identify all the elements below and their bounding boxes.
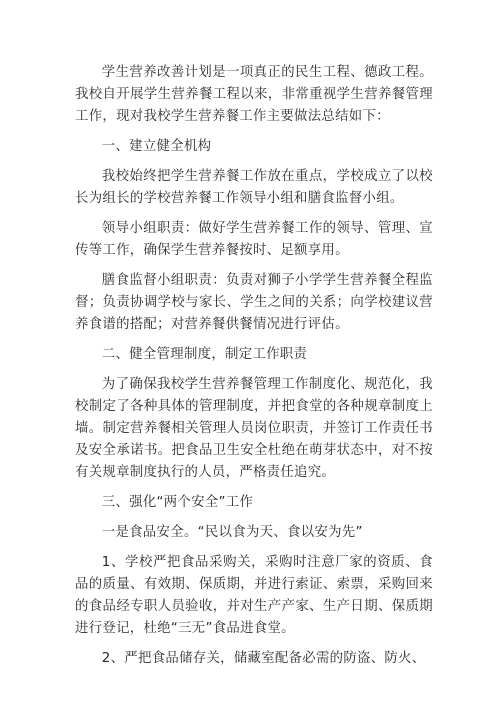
paragraph-supervision-duties: 膳食监督小组职责：负责对狮子小学学生营养餐全程监督；负责协调学校与家长、学生之间的关系；向学校建议营养食谱的搭配；对营养餐供餐情况进行评估。 — [75, 273, 433, 332]
paragraph-organization: 我校始终把学生营养餐工作放在重点，学校成立了以校长为组长的学校营养餐工作领导小组和膳食监督小组。 — [75, 169, 433, 206]
section-heading-1: 一、建立健全机构 — [101, 139, 212, 154]
section-heading-3: 三、强化“两个安全”工作 — [101, 495, 254, 510]
paragraph-management-system: 为了确保我校学生营养餐管理工作制度化、规范化，我校制定了各种具体的管理制度，并把食堂的各种规章制度上墙。制定营养餐相关管理人员岗位职责，并签订工作责任书及安全承诺书。把食品卫生安全杜绝在萌芽状态中，对不按有关规章制度执行的人员，严格责任追究。 — [75, 377, 433, 480]
paragraph-procurement: 1、学校严把食品采购关，采购时注意厂家的资质、食品的质量、有效期、保质期，并进行索证、索票，采购回来的食品经专职人员验收，并对生产产家、生产日期、保质期进行登记，杜绝“三无”食品进食堂。 — [75, 555, 433, 636]
intro-paragraph: 学生营养改善计划是一项真正的民生工程、德政工程。我校自开展学生营养餐工程以来，非常重视学生营养餐管理工作，现对我校学生营养餐工作主要做法总结如下： — [75, 65, 433, 124]
paragraph-storage: 2、严把食品储存关，储藏室配备必需的防盗、防火、 — [101, 651, 426, 666]
section-heading-2: 二、健全管理制度，制定工作职责 — [101, 347, 308, 362]
document-body — [75, 62, 433, 678]
paragraph-food-safety: 一是食品安全。“民以食为天、食以安为先” — [101, 525, 363, 540]
paragraph-leadership-duties: 领导小组职责：做好学生营养餐工作的领导、管理、宣传等工作，确保学生营养餐按时、足额享用。 — [75, 221, 433, 258]
